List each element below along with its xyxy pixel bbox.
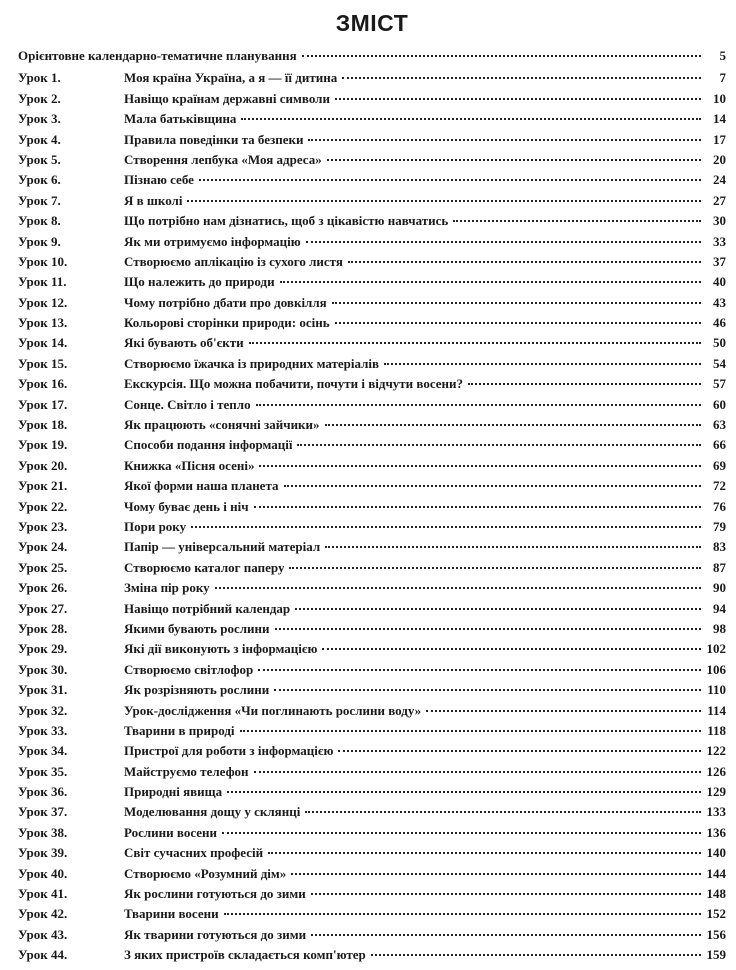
toc-entry-page: 20 bbox=[713, 151, 726, 167]
toc-entry bbox=[18, 456, 726, 476]
dot-leader bbox=[254, 505, 701, 508]
toc-entry-name: Створення лепбука «Моя адреса» bbox=[124, 151, 322, 167]
toc-entry-page: 133 bbox=[706, 804, 726, 820]
dot-leader bbox=[311, 892, 701, 895]
toc-entry bbox=[18, 313, 726, 333]
toc-entry-page: 69 bbox=[713, 457, 726, 473]
dot-leader bbox=[280, 280, 701, 283]
toc-entry-page: 126 bbox=[706, 763, 726, 779]
toc-entry-lesson: Урок 18. bbox=[18, 417, 68, 433]
toc-entry-page: 5 bbox=[719, 48, 726, 63]
toc-entry-name: Пристрої для роботи з інформацією bbox=[124, 743, 334, 759]
toc-entry-page: 83 bbox=[713, 539, 726, 555]
dot-leader bbox=[335, 97, 701, 100]
dot-leader bbox=[384, 362, 701, 365]
toc-entry bbox=[18, 170, 726, 190]
toc-entry-name: Я в школі bbox=[124, 192, 183, 208]
toc-entry-page: 98 bbox=[713, 620, 726, 636]
toc-entry bbox=[18, 150, 726, 170]
toc-entry-name: Як рослини готуються до зими bbox=[124, 886, 306, 902]
toc-entry bbox=[18, 272, 726, 292]
toc-entry-lesson: Урок 33. bbox=[18, 722, 68, 738]
toc-entry-page: 27 bbox=[713, 192, 726, 208]
dot-leader bbox=[289, 566, 701, 569]
toc-entry-page: 63 bbox=[713, 417, 726, 433]
toc-entry-name: Навіщо потрібний календар bbox=[124, 600, 291, 616]
toc-entry-name: Кольорові сторінки природи: осінь bbox=[124, 315, 330, 331]
dot-leader bbox=[311, 933, 701, 936]
toc-entry-name: Чому буває день і ніч bbox=[124, 498, 249, 514]
toc-entry bbox=[18, 619, 726, 639]
toc-entry-name: Що потрібно нам дізнатись, щоб з цікавістю навчатись bbox=[124, 213, 449, 229]
toc-entry-lesson: Урок 28. bbox=[18, 620, 68, 636]
dot-leader bbox=[295, 607, 701, 610]
toc-entry-page: 129 bbox=[706, 784, 726, 800]
dot-leader bbox=[187, 199, 701, 202]
toc-entry-page: 152 bbox=[706, 906, 726, 922]
toc-intro-entry bbox=[18, 46, 726, 66]
toc-entry-lesson: Урок 5. bbox=[18, 151, 61, 167]
dot-leader bbox=[259, 464, 701, 467]
toc-entry-page: 156 bbox=[706, 926, 726, 942]
dot-leader bbox=[215, 586, 701, 589]
toc-entry-page: 7 bbox=[719, 70, 726, 86]
toc-entry-lesson: Урок 31. bbox=[18, 682, 68, 698]
dot-leader bbox=[325, 423, 701, 426]
dot-leader bbox=[274, 688, 701, 691]
toc-entry-name: Створюємо їжачка із природних матеріалів bbox=[124, 355, 380, 371]
toc-entry-page: 76 bbox=[713, 498, 726, 514]
toc-entry-name: Тварини в природі bbox=[124, 722, 235, 738]
toc-entry-page: 144 bbox=[706, 865, 726, 881]
toc-entry bbox=[18, 904, 726, 924]
toc-entry-name: Майструємо телефон bbox=[124, 763, 249, 779]
dot-leader bbox=[335, 321, 701, 324]
toc-entry bbox=[18, 843, 726, 863]
toc-entry-lesson: Урок 29. bbox=[18, 641, 68, 657]
toc-entry bbox=[18, 823, 726, 843]
dot-leader bbox=[306, 240, 701, 243]
toc-entry bbox=[18, 782, 726, 802]
toc-entry bbox=[18, 354, 726, 374]
toc-entry-lesson: Урок 32. bbox=[18, 702, 68, 718]
toc-entry-lesson: Урок 35. bbox=[18, 763, 68, 779]
toc-entry bbox=[18, 232, 726, 252]
dot-leader bbox=[453, 219, 701, 222]
dot-leader bbox=[258, 668, 701, 671]
toc-entry-page: 66 bbox=[713, 437, 726, 453]
toc-entry bbox=[18, 925, 726, 945]
dot-leader bbox=[249, 341, 701, 344]
toc-entry bbox=[18, 762, 726, 782]
dot-leader bbox=[227, 790, 701, 793]
toc-entry bbox=[18, 333, 726, 353]
toc-entry bbox=[18, 680, 726, 700]
toc-entry-page: 17 bbox=[713, 131, 726, 147]
toc-entry-page: 40 bbox=[713, 274, 726, 290]
toc-entry-lesson: Урок 14. bbox=[18, 335, 68, 351]
toc-entry-lesson: Урок 27. bbox=[18, 600, 68, 616]
toc-entry-lesson: Урок 40. bbox=[18, 865, 68, 881]
toc-entry-lesson: Урок 19. bbox=[18, 437, 68, 453]
toc-entry bbox=[18, 517, 726, 537]
toc-entry-page: 114 bbox=[707, 702, 726, 718]
toc-entry bbox=[18, 68, 726, 88]
toc-entry-lesson: Урок 39. bbox=[18, 845, 68, 861]
dot-leader bbox=[308, 138, 701, 141]
toc-entry bbox=[18, 497, 726, 517]
dot-leader bbox=[199, 178, 701, 181]
toc-entry-name: Мала батьківщина bbox=[124, 111, 237, 127]
toc-entry-page: 43 bbox=[713, 294, 726, 310]
toc-entry-name: З яких пристроїв складається комп'ютер bbox=[124, 947, 366, 963]
toc-entry-lesson: Урок 25. bbox=[18, 559, 68, 575]
dot-leader bbox=[241, 117, 701, 120]
toc-entry-lesson: Урок 30. bbox=[18, 661, 68, 677]
toc-entry bbox=[18, 864, 726, 884]
toc-entry-lesson: Урок 44. bbox=[18, 947, 68, 963]
toc-entry-page: 57 bbox=[713, 376, 726, 392]
toc-entry-name: Якої форми наша планета bbox=[124, 478, 279, 494]
dot-leader bbox=[256, 403, 701, 406]
toc-entry-name: Створюємо аплікацію із сухого листя bbox=[124, 253, 343, 269]
toc-entry bbox=[18, 435, 726, 455]
toc-entry-page: 122 bbox=[706, 743, 726, 759]
toc-entry bbox=[18, 884, 726, 904]
toc-entry-name: Екскурсія. Що можна побачити, почути і відчути восени? bbox=[124, 376, 464, 392]
toc-entry-page: 136 bbox=[706, 824, 726, 840]
toc-entry-lesson: Урок 6. bbox=[18, 172, 61, 188]
toc-entry-lesson: Урок 20. bbox=[18, 457, 68, 473]
toc-entry-lesson: Урок 3. bbox=[18, 111, 61, 127]
toc-entry bbox=[18, 558, 726, 578]
toc-entry-page: 14 bbox=[713, 111, 726, 127]
toc-entry-page: 106 bbox=[706, 661, 726, 677]
toc-entry-name: Як розрізняють рослини bbox=[124, 682, 270, 698]
dot-leader bbox=[468, 382, 701, 385]
toc-entry-page: 10 bbox=[713, 90, 726, 106]
dot-leader bbox=[327, 158, 701, 161]
toc-entry-name: Які дії виконують з інформацією bbox=[124, 641, 318, 657]
toc-entry bbox=[18, 374, 726, 394]
toc-entry bbox=[18, 537, 726, 557]
dot-leader bbox=[275, 627, 701, 630]
dot-leader bbox=[191, 525, 701, 528]
toc-entry-name: Які бувають об'єкти bbox=[124, 335, 244, 351]
toc-entry-name: Природні явища bbox=[124, 784, 223, 800]
toc-entry-name: Орієнтовне календарно-тематичне планування bbox=[18, 48, 297, 63]
toc-entry-name: Як тварини готуються до зими bbox=[124, 926, 307, 942]
toc-entry-page: 72 bbox=[713, 478, 726, 494]
toc-entry bbox=[18, 701, 726, 721]
toc-entry bbox=[18, 130, 726, 150]
toc-entry-page: 118 bbox=[707, 722, 726, 738]
toc-entry-name: Навіщо країнам державні символи bbox=[124, 90, 330, 106]
toc-entry-name: Що належить до природи bbox=[124, 274, 275, 290]
toc-entry-page: 87 bbox=[713, 559, 726, 575]
dot-leader bbox=[291, 872, 701, 875]
toc-entry bbox=[18, 89, 726, 109]
toc-entry-page: 79 bbox=[713, 518, 726, 534]
dot-leader bbox=[284, 484, 702, 487]
toc-entry-page: 148 bbox=[706, 886, 726, 902]
toc-entry-lesson: Урок 17. bbox=[18, 396, 68, 412]
toc-entry-name: Зміна пір року bbox=[124, 580, 210, 596]
toc-entry-lesson: Урок 24. bbox=[18, 539, 68, 555]
toc-entry-lesson: Урок 26. bbox=[18, 580, 68, 596]
toc-entry-lesson: Урок 8. bbox=[18, 213, 61, 229]
toc-entry-name: Сонце. Світло і тепло bbox=[124, 396, 251, 412]
toc-entry-name: Способи подання інформації bbox=[124, 437, 293, 453]
toc-entry-lesson: Урок 11. bbox=[18, 274, 67, 290]
toc-entry-lesson: Урок 38. bbox=[18, 824, 68, 840]
toc-entry-name: Моделювання дощу у склянці bbox=[124, 804, 301, 820]
dot-leader bbox=[297, 443, 701, 446]
dot-leader bbox=[332, 301, 701, 304]
toc-entry-name: Правила поведінки та безпеки bbox=[124, 131, 304, 147]
dot-leader bbox=[342, 76, 701, 79]
dot-leader bbox=[325, 545, 701, 548]
toc-entry-page: 46 bbox=[713, 315, 726, 331]
toc-entry bbox=[18, 211, 726, 231]
toc-entry-name: Створюємо «Розумний дім» bbox=[124, 865, 287, 881]
toc-entry-lesson: Урок 4. bbox=[18, 131, 61, 147]
toc-entry-lesson: Урок 9. bbox=[18, 233, 61, 249]
toc-entry bbox=[18, 945, 726, 965]
page-title: ЗМІСТ bbox=[335, 10, 409, 36]
toc-entry-lesson: Урок 37. bbox=[18, 804, 68, 820]
toc-entry-page: 24 bbox=[713, 172, 726, 188]
dot-leader bbox=[240, 729, 701, 732]
toc-entry-name: Пори року bbox=[124, 518, 187, 534]
toc-entry-name: Тварини восени bbox=[124, 906, 219, 922]
toc-entry-name: Якими бувають рослини bbox=[124, 620, 270, 636]
toc-entry-lesson: Урок 12. bbox=[18, 294, 68, 310]
toc-entry-lesson: Урок 34. bbox=[18, 743, 68, 759]
toc-entry bbox=[18, 293, 726, 313]
toc-entry bbox=[18, 721, 726, 741]
toc-entry bbox=[18, 109, 726, 129]
toc-entry-lesson: Урок 10. bbox=[18, 253, 68, 269]
toc-entry-page: 102 bbox=[706, 641, 726, 657]
dot-leader bbox=[426, 709, 701, 712]
toc-entry-page: 54 bbox=[713, 355, 726, 371]
dot-leader bbox=[254, 770, 701, 773]
toc-entry-name: Як працюють «сонячні зайчики» bbox=[124, 417, 320, 433]
toc-entry-lesson: Урок 23. bbox=[18, 518, 68, 534]
toc-entry bbox=[18, 599, 726, 619]
dot-leader bbox=[348, 260, 701, 263]
toc-entry-lesson: Урок 7. bbox=[18, 192, 61, 208]
toc-entry-page: 94 bbox=[713, 600, 726, 616]
dot-leader bbox=[305, 810, 701, 813]
toc-entry-lesson: Урок 15. bbox=[18, 355, 68, 371]
toc-entry-name: Урок-дослідження «Чи поглинають рослини воду» bbox=[124, 702, 422, 718]
toc-entry-name: Світ сучасних професій bbox=[124, 845, 264, 861]
toc-entry-name: Рослини восени bbox=[124, 824, 218, 840]
toc-entry-lesson: Урок 13. bbox=[18, 315, 68, 331]
toc-entry-lesson: Урок 2. bbox=[18, 90, 61, 106]
toc-entry-lesson: Урок 21. bbox=[18, 478, 68, 494]
toc-entry-lesson: Урок 1. bbox=[18, 70, 61, 86]
toc-entry-name: Як ми отримуємо інформацію bbox=[124, 233, 301, 249]
dot-leader bbox=[371, 953, 701, 956]
toc-entry-name: Створюємо світлофор bbox=[124, 661, 254, 677]
toc-entry-page: 37 bbox=[713, 253, 726, 269]
dot-leader bbox=[322, 647, 701, 650]
dot-leader bbox=[224, 912, 701, 915]
toc-entry bbox=[18, 741, 726, 761]
toc-entry bbox=[18, 660, 726, 680]
toc-entry bbox=[18, 476, 726, 496]
toc-entry-lesson: Урок 16. bbox=[18, 376, 68, 392]
toc-entry-page: 60 bbox=[713, 396, 726, 412]
toc-entry-page: 90 bbox=[713, 580, 726, 596]
toc-entry bbox=[18, 191, 726, 211]
toc-entry-page: 30 bbox=[713, 213, 726, 229]
toc-entry-page: 159 bbox=[706, 947, 726, 963]
toc-list bbox=[18, 68, 726, 965]
toc-entry-page: 110 bbox=[707, 682, 726, 698]
toc-entry-lesson: Урок 43. bbox=[18, 926, 68, 942]
dot-leader bbox=[222, 831, 701, 834]
toc-entry bbox=[18, 639, 726, 659]
toc-entry-lesson: Урок 22. bbox=[18, 498, 68, 514]
toc-entry-page: 50 bbox=[713, 335, 726, 351]
toc-entry-lesson: Урок 36. bbox=[18, 784, 68, 800]
toc-entry-page: 140 bbox=[706, 845, 726, 861]
dot-leader bbox=[268, 851, 701, 854]
toc-entry-name: Моя країна Україна, а я — її дитина bbox=[124, 70, 338, 86]
toc-entry-name: Чому потрібно дбати про довкілля bbox=[124, 294, 327, 310]
toc-entry bbox=[18, 415, 726, 435]
toc-entry-name: Створюємо каталог паперу bbox=[124, 559, 285, 575]
dot-leader bbox=[302, 54, 701, 57]
dot-leader bbox=[338, 749, 701, 752]
toc-entry bbox=[18, 252, 726, 272]
toc-entry-page: 33 bbox=[713, 233, 726, 249]
toc-entry-lesson: Урок 41. bbox=[18, 886, 68, 902]
toc-entry bbox=[18, 802, 726, 822]
toc-entry-name: Книжка «Пісня осені» bbox=[124, 457, 255, 473]
toc-entry-name: Пізнаю себе bbox=[124, 172, 194, 188]
toc-entry bbox=[18, 578, 726, 598]
toc-entry-lesson: Урок 42. bbox=[18, 906, 68, 922]
toc-entry bbox=[18, 395, 726, 415]
toc-entry-name: Папір — універсальний матеріал bbox=[124, 539, 321, 555]
